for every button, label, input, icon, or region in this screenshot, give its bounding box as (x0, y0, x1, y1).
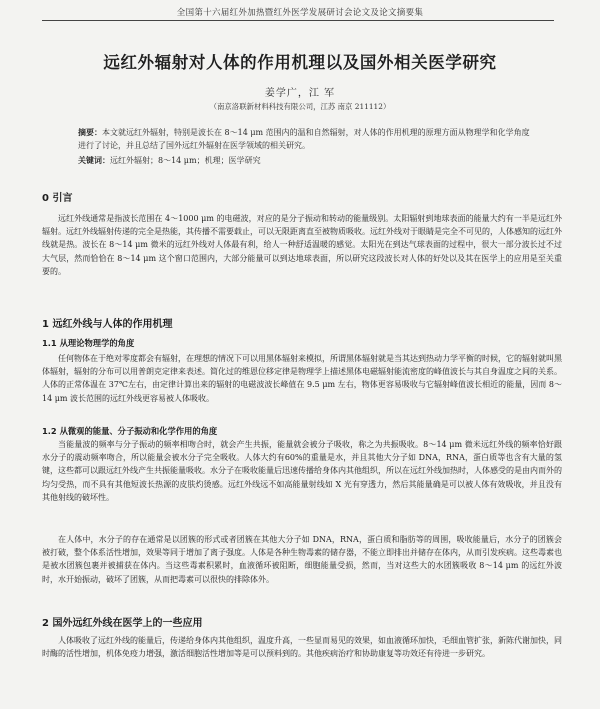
abstract-text: 本文就远红外辐射，特别是波长在 8～14 μm 范围内的温和自然辐射，对人体的作用机理的原理方面从物理学和化学角度进行了讨论，并且总结了国外远红外辐射在医学领域的相关研究。 (78, 128, 530, 150)
section-1-2-heading: 1.2 从微观的能量、分子振动和化学作用的角度 (42, 426, 218, 436)
section-1-2-paragraph-1: 当能量波的频率与分子振动的频率相吻合时，就会产生共振，能量就会被分子吸收，称之为共振吸收。8～14 μm 微米远红外线的频率恰好跟水分子的震动频率吻合，所以能量会被水分子完全吸收。人体大约有60%的重量是水，并且其他大分子如 DNA，RNA，蛋白质等也含有大量的氢键，这些都可以跟远红外线产生共振能量吸收。水分子在吸收能量后迅速传播给身体内其他组织，所以在远红外线加热时，人体感受的是由内而外的均匀受热，而不具有其他短波长热源的皮肤灼烫感。远红外线远不如高能量射线如 X 光有穿透力，然后其能量确是可以被人体有效吸收，并且没有其他射线的破坏性。 (42, 440, 562, 502)
running-header: 全国第十六届红外加热暨红外医学发展研讨会论文及论文摘要集 (176, 8, 424, 18)
keywords-text: 远红外辐射；8～14 μm；机理；医学研究 (110, 156, 261, 165)
section-2-heading: 2 国外远红外线在医学上的一些应用 (42, 618, 203, 629)
section-1-heading: 1 远红外线与人体的作用机理 (42, 319, 173, 330)
section-1-2-paragraph-2: 在人体中，水分子的存在通常是以团簇的形式或者团簇在其他大分子如 DNA，RNA，蛋白质和脂肪等的周围，吸收能量后，水分子的团簇会被打破，整个体系活性增加，效果等同于增加了离子强度。人体是各种生物毒素的储存器，不能立即排出并储存在体内，从而引发疾病。这些毒素也是被水团簇包裹并被捕获在体内。当这些毒素积累时，血液循环被阻断，细胞能量受损，然而，当对这些大的水团簇吸收 8～14 μm 的远红外波时，水开始振动，破坏了团簇，从而把毒素可以很快的排除体外。 (42, 535, 562, 584)
section-2-paragraph: 人体吸收了远红外线的能量后，传递给身体内其他组织，温度升高，一些显而易见的效果，如血液循环加快，毛细血管扩张，新陈代谢加快，同时酶的活性增加，机体免疫力增强，激活细胞活性增加等是可以预料到的。其他疾病治疗和协助康复等功效还有待进一步研究。 (42, 636, 562, 659)
abstract (78, 126, 530, 152)
section-0-paragraph: 远红外线通常是指波长范围在 4～1000 μm 的电磁波，对应的是分子振动和转动的能量级别。太阳辐射到地球表面的能量大约有一半是远红外辐射。远红外线辐射传递的完全是热能，其传播不需要载止，可以无限距离直至被物质吸收。远红外线对于眼睛是完全不可见的，人体感知的远红外线就是热。波长在 8～14 μm 微米的远红外线对人体最有利，给人一种舒适温暖的感觉。太阳光在到达气球表面的过程中，很大一部分波长过不过大气层，然而恰恰在 8～14 μm 这个窗口范围内，大部分能量可以到达地球表面，所以研究这段波长对人体的好处以及其在医学上的应用是至关重要的。 (42, 214, 562, 276)
section-0-heading: 0 引言 (42, 193, 73, 204)
paper-title: 远红外辐射对人体的作用机理以及国外相关医学研究 (103, 53, 497, 72)
affiliation: （南京洛联新材料科技有限公司，江苏 南京 211112） (209, 102, 391, 111)
keywords-label: 关键词： (78, 156, 110, 165)
authors: 姜学广，江 军 (264, 88, 336, 99)
section-1-1-heading: 1.1 从理论物理学的角度 (42, 338, 135, 348)
keywords (78, 155, 530, 166)
abstract-label: 摘要： (78, 128, 102, 137)
header-rule (42, 20, 554, 21)
section-1-1-paragraph: 任何物体在于绝对零度都会有辐射，在理想的情况下可以用黑体辐射来模拟，所谓黑体辐射就是当其达到热动力学平衡的时候，它的辐射就叫黑体辐射，辐射的分布可以用普朗克定律来表述。简化过的维恩位移定律是物理学上描述黑体电磁辐射能流密度的峰值波长与其自身温度之间的关系。人体的正常体温在 37℃左右，由定律计算出来的辐射的电磁波波长峰值在 9.5 μm 左右，物体更容易吸收与它辐射峰值波长相近的能量，因而 8～14 μm 波长范围的远红外线更容易被人体吸收。 (42, 354, 562, 403)
